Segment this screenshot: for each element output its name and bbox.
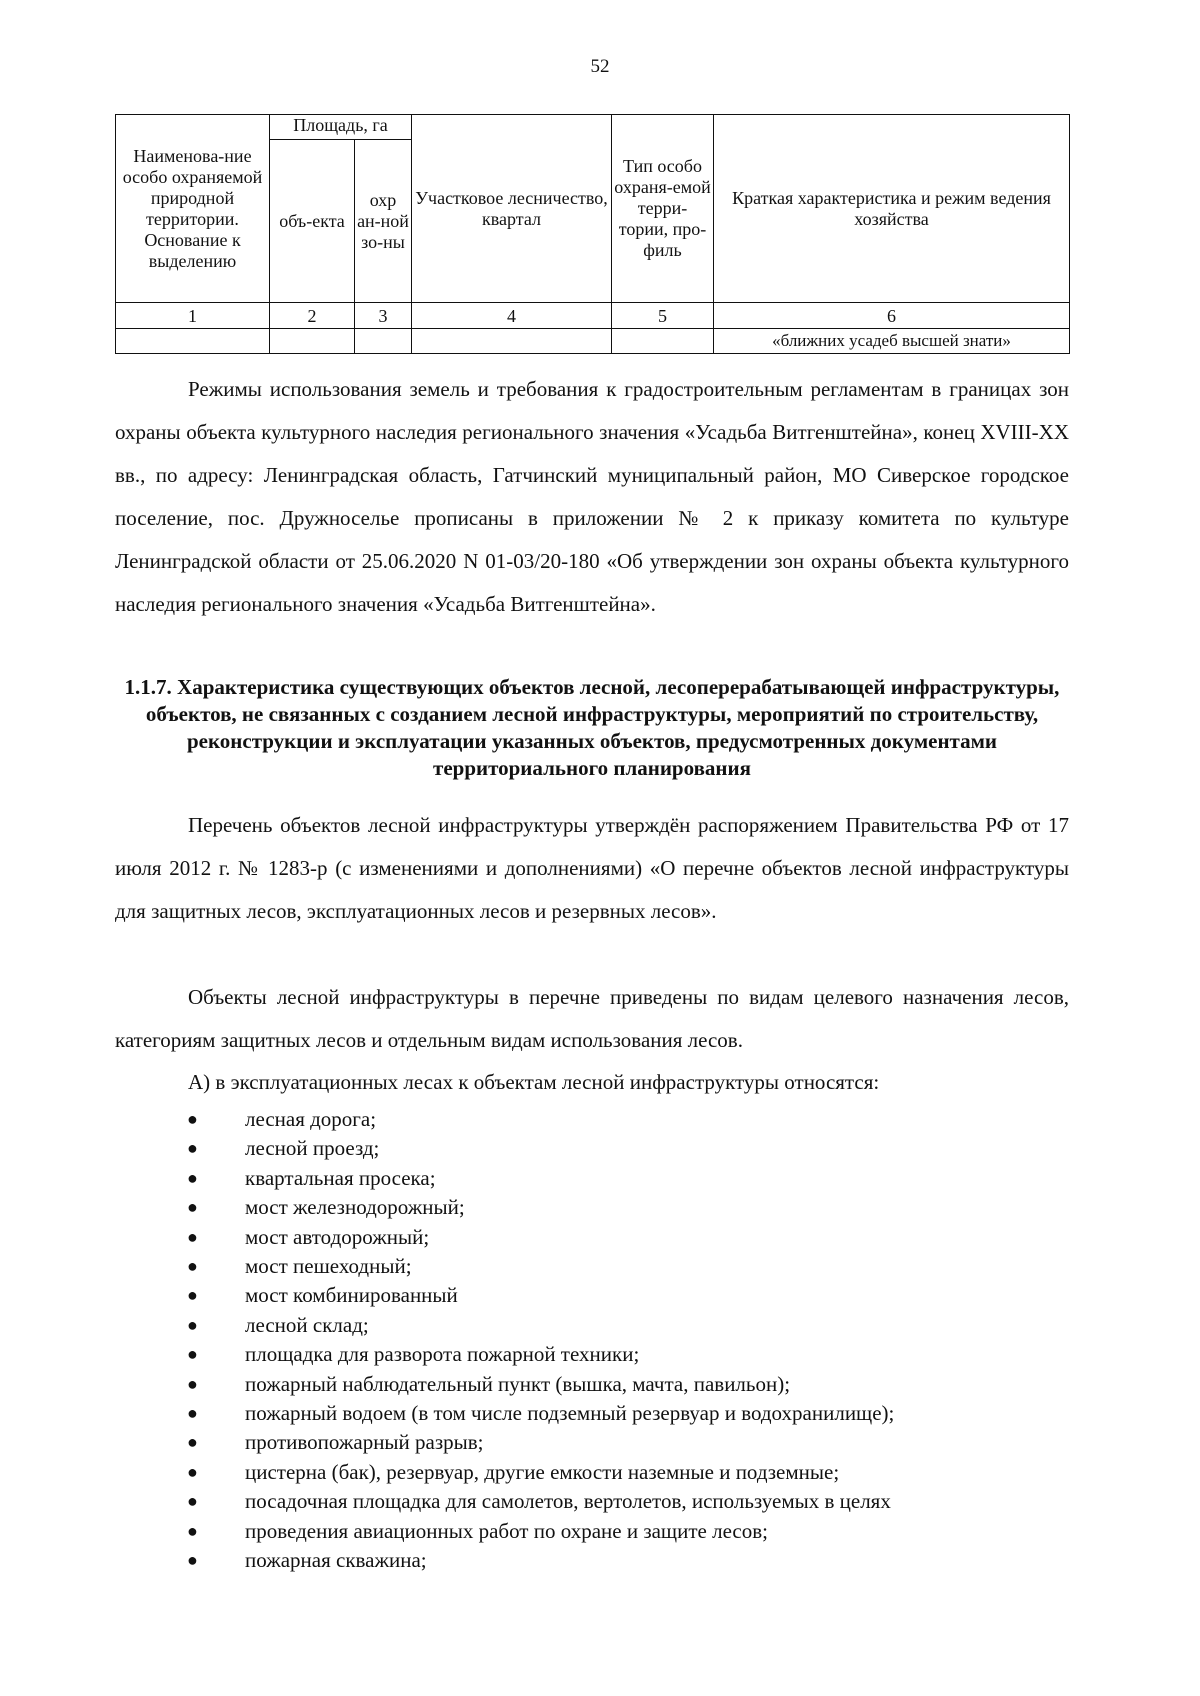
list-item (115, 1193, 1069, 1222)
header-area-object: объ-екта (270, 140, 355, 303)
list-item (115, 1399, 1069, 1428)
header-type: Тип особо охраня-емой терри-тории, про-филь (612, 115, 714, 303)
list-item-text: лесной склад; (245, 1312, 369, 1337)
paragraph-infrastructure-types (115, 976, 1069, 1062)
table-header-row (116, 115, 1070, 140)
section-heading: 1.1.7. Характеристика существующих объектов лесной, лесоперерабатывающей инфраструктуры, объектов, не связанных с созданием лесной инфраструктуры, мероприятий по строительству, реконструкции и эксплуатации указанных объектов, предусмотренных документами территориального планирования (124, 675, 1060, 780)
list-item-text: пожарная скважина; (245, 1548, 427, 1573)
list-item-text: цистерна (бак), резервуар, другие емкости наземные и подземные; (245, 1459, 840, 1484)
bullet-icon: ● (187, 1550, 198, 1571)
list-item (115, 1546, 1069, 1575)
list-item-text: пожарный водоем (в том числе подземный резервуар и водохранилище); (245, 1401, 895, 1426)
paragraph-text: Перечень объектов лесной инфраструктуры утверждён распоряжением Правительства РФ от 17 июля 2012 г. № 1283-р (с изменениями и дополнениями) «О перечне объектов лесной инфраструктуры для защитных лесов, эксплуатационных лесов и резервных лесов». (115, 813, 1069, 923)
list-item-text: мост пешеходный; (245, 1254, 412, 1279)
table-cell (612, 329, 714, 354)
list-item (115, 1340, 1069, 1369)
bullet-icon: ● (187, 1138, 198, 1159)
list-item-text: площадка для разворота пожарной техники; (245, 1342, 640, 1367)
table-cell: «ближних усадеб высшей знати» (714, 329, 1070, 354)
paragraph-text: Режимы использования земель и требования к градостроительным регламентам в границах зон охраны объекта культурного наследия регионального значения «Усадьба Витгенштейна», конец XVIII-XX вв., по адресу: Ленинградская область, Гатчинский муниципальный район, МО Сиверское городское поселение, пос. Дружноселье прописаны в приложении № 2 к приказу комитета по культуре Ленинградской области от 25.06.2020 N 01-03/20-180 «Об утверждении зон охраны объекта культурного наследия регионального значения «Усадьба Витгенштейна». (115, 377, 1069, 616)
list-item (115, 1281, 1069, 1310)
paragraph-operational-forests (115, 1061, 1069, 1104)
bullet-icon: ● (187, 1432, 198, 1453)
list-item-text: лесной проезд; (245, 1136, 380, 1161)
bullet-icon: ● (187, 1403, 198, 1424)
list-item (115, 1370, 1069, 1399)
bullet-icon: ● (187, 1491, 198, 1512)
table-row (116, 329, 1070, 354)
bullet-icon: ● (187, 1520, 198, 1541)
table-cell (270, 329, 355, 354)
column-number: 6 (714, 303, 1070, 329)
list-item (115, 1487, 1069, 1516)
list-item (115, 1223, 1069, 1252)
table-cell (355, 329, 412, 354)
column-number: 3 (355, 303, 412, 329)
list-item-text: проведения авиационных работ по охране и защите лесов; (245, 1518, 768, 1543)
bullet-icon: ● (187, 1461, 198, 1482)
paragraph-text: Объекты лесной инфраструктуры в перечне приведены по видам целевого назначения лесов, категориям защитных лесов и отдельным видам использования лесов. (115, 985, 1069, 1052)
header-area-zone: охр ан-ной зо-ны (355, 140, 412, 303)
bullet-icon: ● (187, 1167, 198, 1188)
list-item (115, 1164, 1069, 1193)
bullet-icon: ● (187, 1226, 198, 1247)
list-item-text: посадочная площадка для самолетов, вертолетов, используемых в целях (245, 1489, 891, 1514)
header-name: Наименова-ние особо охраняемой природной территории. Основание к выделению (116, 115, 270, 303)
protected-areas-table (115, 114, 1070, 354)
header-description: Краткая характеристика и режим ведения хозяйства (714, 115, 1070, 303)
list-item-text: квартальная просека; (245, 1165, 436, 1190)
table-cell (116, 329, 270, 354)
bullet-icon: ● (187, 1256, 198, 1277)
bullet-icon: ● (187, 1344, 198, 1365)
bullet-icon: ● (187, 1373, 198, 1394)
list-item-text: мост железнодорожный; (245, 1195, 465, 1220)
paragraph-infrastructure-list (115, 804, 1069, 933)
list-item (115, 1458, 1069, 1487)
bullet-icon: ● (187, 1285, 198, 1306)
header-area: Площадь, га (270, 115, 412, 140)
bullet-icon: ● (187, 1314, 198, 1335)
bullet-icon: ● (187, 1197, 198, 1218)
list-item (115, 1105, 1069, 1134)
list-item-text: лесная дорога; (245, 1107, 377, 1131)
header-forestry: Участковое лесничество, квартал (412, 115, 612, 303)
column-number: 5 (612, 303, 714, 329)
column-number: 1 (116, 303, 270, 329)
paragraph-text: А) в эксплуатационных лесах к объектам лесной инфраструктуры относятся: (188, 1070, 880, 1094)
bullet-icon: ● (187, 1109, 198, 1129)
list-item (115, 1311, 1069, 1340)
list-item (115, 1517, 1069, 1546)
list-item-text: мост комбинированный (245, 1283, 458, 1308)
section-heading-block (115, 674, 1069, 782)
infrastructure-bullet-list (115, 1105, 1069, 1576)
list-item-text: противопожарный разрыв; (245, 1430, 484, 1455)
table-column-numbers-row (116, 303, 1070, 329)
list-item-text: пожарный наблюдательный пункт (вышка, мачта, павильон); (245, 1371, 791, 1396)
list-item (115, 1428, 1069, 1457)
list-item-text: мост автодорожный; (245, 1224, 430, 1249)
page-number: 52 (590, 56, 610, 77)
column-number: 2 (270, 303, 355, 329)
paragraph-zone-regimes (115, 368, 1069, 626)
table-cell (412, 329, 612, 354)
column-number: 4 (412, 303, 612, 329)
list-item (115, 1252, 1069, 1281)
list-item (115, 1134, 1069, 1163)
